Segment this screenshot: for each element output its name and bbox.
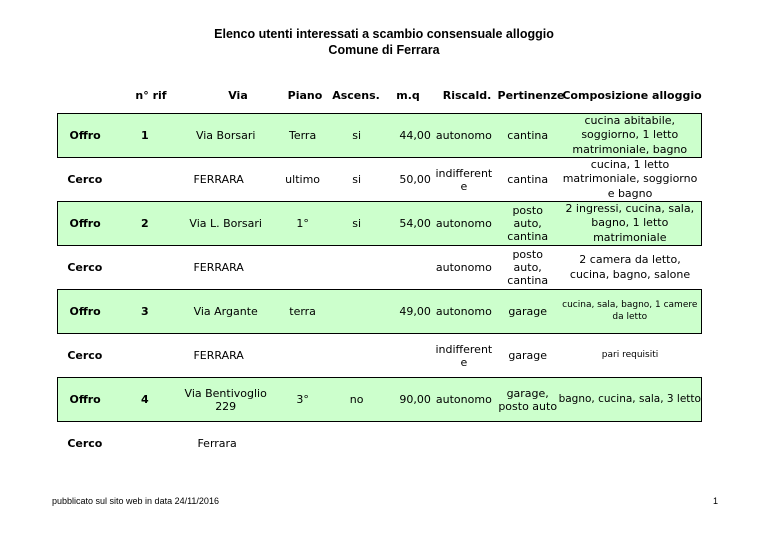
row-floor [274,334,331,378]
row-heating [431,422,497,466]
header-via: Via [228,89,248,102]
row-type: Cerco [58,422,113,466]
row-type: Offro [58,378,113,422]
row-composition: 2 camera da letto, cucina, bagno, salone [559,246,702,290]
row-appurtenances [497,422,559,466]
row-ref: 4 [112,378,177,422]
header-riscald: Riscald. [442,89,492,102]
row-elevator: si [331,202,382,246]
row-ref: 3 [112,290,177,334]
row-ref: 2 [112,202,177,246]
row-area: 44,00 [382,114,431,158]
row-composition: pari requisiti [559,334,702,378]
header-pertinenze: Pertinenze [497,89,565,102]
publication-date: pubblicato sul sito web in data 24/11/2016 [52,496,219,506]
row-elevator: no [331,378,382,422]
page-number: 1 [712,496,718,506]
table-row [58,290,702,334]
row-floor: 1° [274,202,331,246]
row-ref: 1 [112,114,177,158]
row-heating: autonomo [431,202,497,246]
row-appurtenances: posto auto, cantina [497,202,559,246]
row-floor [274,422,331,466]
row-ref [112,246,177,290]
row-area: 90,00 [382,378,431,422]
row-ref [112,158,177,202]
row-floor [274,246,331,290]
row-floor: 3° [274,378,331,422]
row-street: FERRARA [177,334,273,378]
row-appurtenances: garage [497,290,559,334]
row-elevator [331,246,382,290]
row-area [382,422,431,466]
row-composition: 2 ingressi, cucina, sala, bagno, 1 letto matrimoniale [559,202,702,246]
table-row [58,246,702,290]
row-heating: indifferent e [431,158,497,202]
row-appurtenances: cantina [497,114,559,158]
row-heating: autonomo [431,378,497,422]
row-floor: terra [274,290,331,334]
row-area: 49,00 [382,290,431,334]
table-row [58,202,702,246]
header-composizione: Composizione alloggio [562,89,702,102]
row-floor: ultimo [274,158,331,202]
row-appurtenances: garage, posto auto [497,378,559,422]
row-appurtenances: cantina [497,158,559,202]
row-appurtenances: posto auto, cantina [497,246,559,290]
row-type: Offro [58,202,113,246]
row-area: 54,00 [382,202,431,246]
row-ref [112,334,177,378]
header-mq: m.q [396,89,420,102]
row-elevator: si [331,158,382,202]
row-elevator [331,334,382,378]
table-row [58,334,702,378]
row-street: Ferrara [177,422,273,466]
row-street: Via L. Borsari [177,202,273,246]
table-row [58,158,702,202]
row-elevator [331,422,382,466]
row-composition: cucina, 1 letto matrimoniale, soggiorno e bagno [559,158,702,202]
row-floor: Terra [274,114,331,158]
row-elevator: si [331,114,382,158]
row-composition: cucina abitabile, soggiorno, 1 letto matrimoniale, bagno [559,114,702,158]
row-composition [559,422,702,466]
row-type: Cerco [58,246,113,290]
row-ref [112,422,177,466]
row-heating: autonomo [431,290,497,334]
document-subtitle: Comune di Ferrara [328,43,440,57]
table-row [58,422,702,466]
row-street: FERRARA [177,158,273,202]
document-title: Elenco utenti interessati a scambio consensuale alloggio [214,27,554,41]
row-appurtenances: garage [497,334,559,378]
listing-table [57,113,702,466]
row-area: 50,00 [382,158,431,202]
row-street: Via Argante [177,290,273,334]
row-area [382,334,431,378]
table-row [58,114,702,158]
row-type: Offro [58,114,113,158]
row-street: Via Bentivoglio 229 [177,378,273,422]
row-heating: autonomo [431,114,497,158]
table-row [58,378,702,422]
row-heating: indifferent e [431,334,497,378]
row-street: FERRARA [177,246,273,290]
row-type: Cerco [58,334,113,378]
row-heating: autonomo [431,246,497,290]
row-type: Cerco [58,158,113,202]
row-type: Offro [58,290,113,334]
header-ascens: Ascens. [332,89,380,102]
row-elevator [331,290,382,334]
header-piano: Piano [287,89,323,102]
row-composition: bagno, cucina, sala, 3 letto [559,378,702,422]
row-street: Via Borsari [177,114,273,158]
header-rif: n° rif [135,89,167,102]
row-area [382,246,431,290]
row-composition: cucina, sala, bagno, 1 camere da letto [559,290,702,334]
